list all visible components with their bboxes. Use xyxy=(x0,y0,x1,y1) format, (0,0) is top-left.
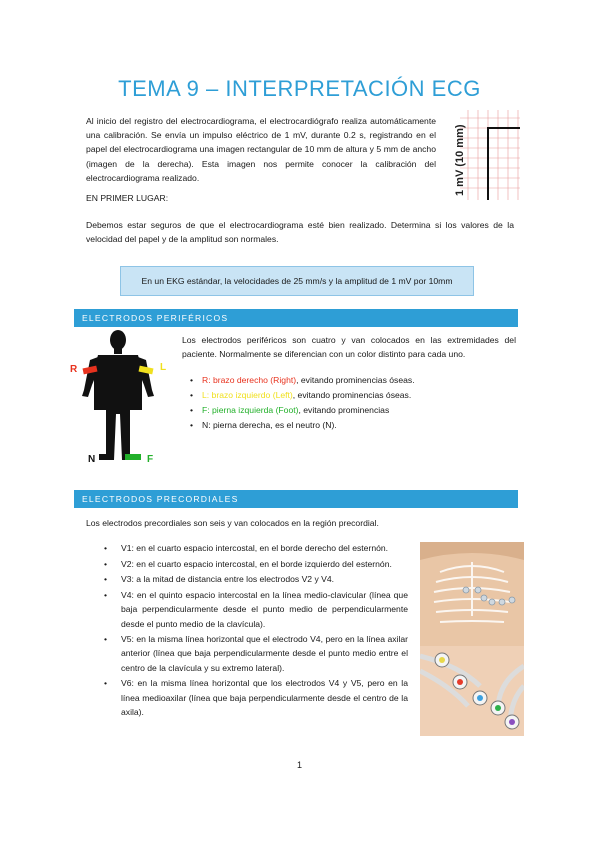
list-item: • V6: en la misma línea horizontal que los electrodos V4 y V5, pero en la línea medioaxilar (línea que baja perpendicularmente desde el centro de la axila). xyxy=(104,676,408,719)
precordial-paragraph: Los electrodos precordiales son seis y van colocados en la región precordial. xyxy=(86,518,379,528)
list-item xyxy=(190,373,415,388)
first-heading: EN PRIMER LUGAR: xyxy=(86,193,169,203)
precordial-chest-image xyxy=(420,542,524,646)
figure-label-l: L xyxy=(160,362,167,373)
precordial-list xyxy=(104,541,408,720)
list-item: • V4: en el quinto espacio intercostal en la línea medio-clavicular (línea que baja perpendicularmente desde el punto medio de perpendicularmente desde el punto medio de la clavícula). xyxy=(104,588,408,631)
electrode-l-key: L: brazo izquierdo (Left) xyxy=(202,390,293,400)
electrode-leads-image xyxy=(420,646,524,736)
section-heading-precordial: ELECTRODOS PRECORDIALES xyxy=(74,490,518,508)
electrode-l-rest: , evitando prominencias óseas. xyxy=(292,390,412,400)
page-title: TEMA 9 – INTERPRETACIÓN ECG xyxy=(118,76,481,101)
electrode-f-rest: , evitando prominencias xyxy=(298,405,390,415)
peripheral-list xyxy=(190,373,415,433)
ecg-calibration-image xyxy=(460,110,520,200)
peripheral-electrodes-figure xyxy=(68,330,168,465)
figure-label-f: F xyxy=(147,454,154,465)
list-item: • V3: a la mitad de distancia entre los electrodos V2 y V4. xyxy=(104,572,408,586)
ecg-calibration-label: 1 mV (10 mm) xyxy=(454,124,466,196)
list-item xyxy=(190,403,415,418)
list-item: • V5: en la misma línea horizontal que el electrodo V4, pero en la línea axilar anterior (línea que baja perpendicularmente desde el punto medio entre el centro de la clavícula y su extremo lateral). xyxy=(104,632,408,675)
electrode-r-key: R: brazo derecho (Right) xyxy=(202,375,297,385)
electrode-r-rest: , evitando prominencias óseas. xyxy=(296,375,415,385)
intro-paragraph: Al inicio del registro del electrocardiograma, el electrocardiógrafo realiza automáticamente una calibración. Se envía un impulso eléctrico de 1 mV, durante 0.2 s, registrando en el papel del electrocardiograma una imagen rectangular de 10 mm de altura y 5 mm de ancho (imagen de la derecha). Esta imagen nos permite conocer la calibración del electrocardiograma realizado. xyxy=(86,116,436,183)
electrode-n-key: N: pierna derecha, es el neutro (N). xyxy=(202,420,337,430)
list-item xyxy=(190,388,415,403)
list-item: • V2: en el cuarto espacio intercostal, en el borde izquierdo del esternón. xyxy=(104,557,408,571)
first-paragraph: Debemos estar seguros de que el electrocardiograma esté bien realizado. Determina si los valores de la velocidad del papel y de la amplitud son normales. xyxy=(86,220,514,245)
peripheral-paragraph: Los electrodos periféricos son cuatro y van colocados en las extremidades del paciente. Normalmente se diferencian con un color distinto para cada uno. xyxy=(182,335,516,360)
list-item xyxy=(190,418,415,433)
figure-label-n: N xyxy=(88,454,96,465)
figure-label-r: R xyxy=(70,364,78,375)
electrode-f-key: F: pierna izquierda (Foot) xyxy=(202,405,299,415)
section-heading-peripheral: ELECTRODOS PERIFÉRICOS xyxy=(74,309,518,327)
list-item: • V1: en el cuarto espacio intercostal, en el borde derecho del esternón. xyxy=(104,541,408,555)
page-number: 1 xyxy=(296,760,302,770)
standard-ekg-callout: En un EKG estándar, la velocidades de 25 mm/s y la amplitud de 1 mV por 10mm xyxy=(120,266,474,296)
